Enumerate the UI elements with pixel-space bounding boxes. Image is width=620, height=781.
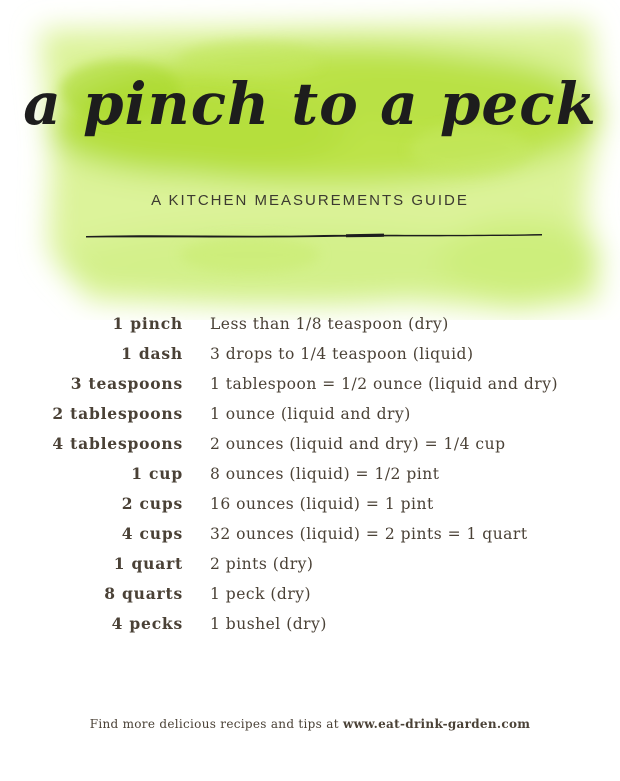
measurement-equivalent: 32 ounces (liquid) = 2 pints = 1 quart	[210, 525, 528, 543]
table-row	[0, 429, 620, 459]
table-row	[0, 369, 620, 399]
measurement-equivalent: 16 ounces (liquid) = 1 pint	[210, 495, 434, 513]
measurement-equivalent: 8 ounces (liquid) = 1/2 pint	[210, 465, 440, 483]
page-subtitle: A KITCHEN MEASUREMENTS GUIDE	[151, 192, 469, 209]
table-row	[0, 309, 620, 339]
measurement-quantity: 3 teaspoons	[70, 374, 183, 393]
page-title: a pinch to a peck	[23, 70, 597, 138]
measurement-quantity: 1 pinch	[112, 314, 183, 333]
measurement-quantity: 4 pecks	[111, 614, 183, 633]
table-row	[0, 579, 620, 609]
table-row	[0, 399, 620, 429]
measurement-equivalent: 2 pints (dry)	[210, 555, 314, 573]
measurement-quantity: 4 tablespoons	[52, 434, 183, 453]
table-row	[0, 609, 620, 639]
table-row	[0, 339, 620, 369]
measurement-quantity: 1 dash	[121, 344, 183, 363]
measurement-equivalent: 1 bushel (dry)	[210, 615, 327, 633]
table-row	[0, 519, 620, 549]
footer	[0, 717, 620, 731]
watercolor-wash	[0, 0, 620, 320]
footer-text: Find more delicious recipes and tips at	[89, 717, 339, 731]
table-row	[0, 549, 620, 579]
brush-divider	[84, 228, 544, 242]
measurement-quantity: 1 quart	[113, 554, 183, 573]
measurements-table	[0, 309, 620, 639]
measurement-quantity: 1 cup	[131, 464, 183, 483]
measurement-equivalent: 2 ounces (liquid and dry) = 1/4 cup	[210, 435, 506, 453]
measurement-equivalent: Less than 1/8 teaspoon (dry)	[210, 315, 449, 333]
table-row	[0, 459, 620, 489]
measurement-equivalent: 1 tablespoon = 1/2 ounce (liquid and dry)	[210, 375, 559, 393]
table-row	[0, 489, 620, 519]
measurement-quantity: 4 cups	[121, 524, 183, 543]
measurement-equivalent: 1 ounce (liquid and dry)	[210, 405, 411, 423]
measurement-equivalent: 1 peck (dry)	[210, 585, 312, 603]
measurement-quantity: 8 quarts	[104, 584, 183, 603]
measurement-quantity: 2 cups	[121, 494, 183, 513]
footer-url[interactable]: www.eat-drink-garden.com	[342, 717, 531, 731]
measurement-equivalent: 3 drops to 1/4 teaspoon (liquid)	[210, 345, 474, 363]
measurement-quantity: 2 tablespoons	[52, 404, 183, 423]
